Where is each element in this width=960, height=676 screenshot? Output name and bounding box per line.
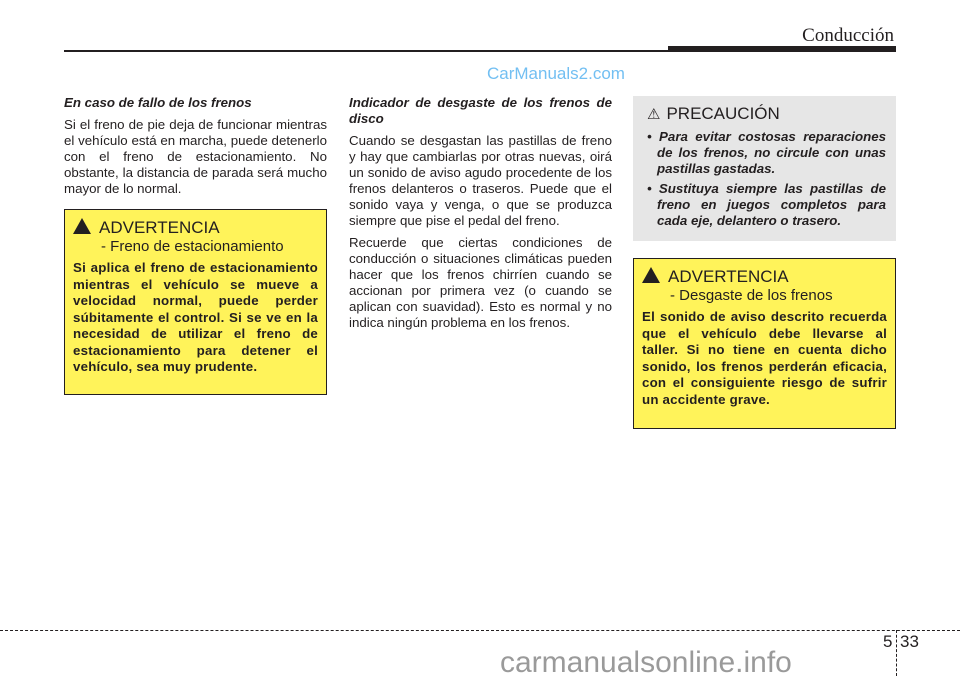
caution-title: PRECAUCIÓN [666,104,780,123]
warning-body: Si aplica el freno de estacionamiento mientras el vehículo se mueve a velocidad normal, puede perder súbitamente el control. Si se ve en la necesidad de utilizar el freno de estacionamiento para detener el vehículo, sea muy prudente. [73,260,318,374]
caution-box [633,96,896,241]
wear-indicator-heading: Indicador de desgaste de los frenos de disco [349,95,612,126]
middle-column [349,95,612,337]
right-column [633,96,896,429]
watermark: carmanualsonline.info [500,646,792,676]
header-rule-bar [668,46,896,52]
brake-failure-heading: En caso de fallo de los frenos [64,95,252,110]
warning-title: ADVERTENCIA [668,267,789,286]
watermark: CarManuals2.com [487,64,625,83]
left-column [64,95,327,395]
paragraph: Cuando se desgastan las pastillas de freno y hay que cambiarlas por otras nuevas, oirá un sonido de aviso agudo procedente de los frenos delanteros o traseros. Puede que el sonido vaya y venga, o que se produzca siempre que pise el pedal del freno. [349,133,612,228]
brake-wear-warning [633,258,896,429]
warning-icon [73,218,91,234]
footer-rule [0,630,960,631]
caution-item: • Para evitar costosas reparaciones de los frenos, no circule con unas pastillas gastadas. [647,129,886,176]
caution-item: • Sustituya siempre las pastillas de freno en juegos completos para cada eje, delantero o trasero. [647,181,886,228]
page-number: 33 [900,632,919,651]
warning-subtitle: - Desgaste de los frenos [670,287,833,304]
warning-subtitle: - Freno de estacionamiento [101,238,284,255]
parking-brake-warning [64,209,327,395]
footer-divider [896,630,897,676]
brake-failure-text: Si el freno de pie deja de funcionar mientras el vehículo está en marcha, puede detenerlo con el freno de estacionamiento. No obstante, la distancia de parada será mucho mayor de lo normal. [64,117,327,196]
chapter-number: 5 [883,632,893,651]
paragraph: Recuerde que ciertas condiciones de conducción o situaciones climáticas pueden hacer que los frenos chirríen cuando se accionan por primera vez (o cuando se aplican con suavidad). Esto es normal y no indica ningún problema en los frenos. [349,235,612,330]
warning-body: El sonido de aviso descrito recuerda que el vehículo debe llevarse al taller. Si no tiene en cuenta dicho sonido, los frenos perderán eficacia, con el consiguiente riesgo de sufrir un accidente grave. [642,309,887,407]
warning-icon [642,267,660,283]
caution-icon: ⚠ [647,106,661,123]
warning-title: ADVERTENCIA [99,218,220,237]
section-title: Conducción [802,25,894,46]
